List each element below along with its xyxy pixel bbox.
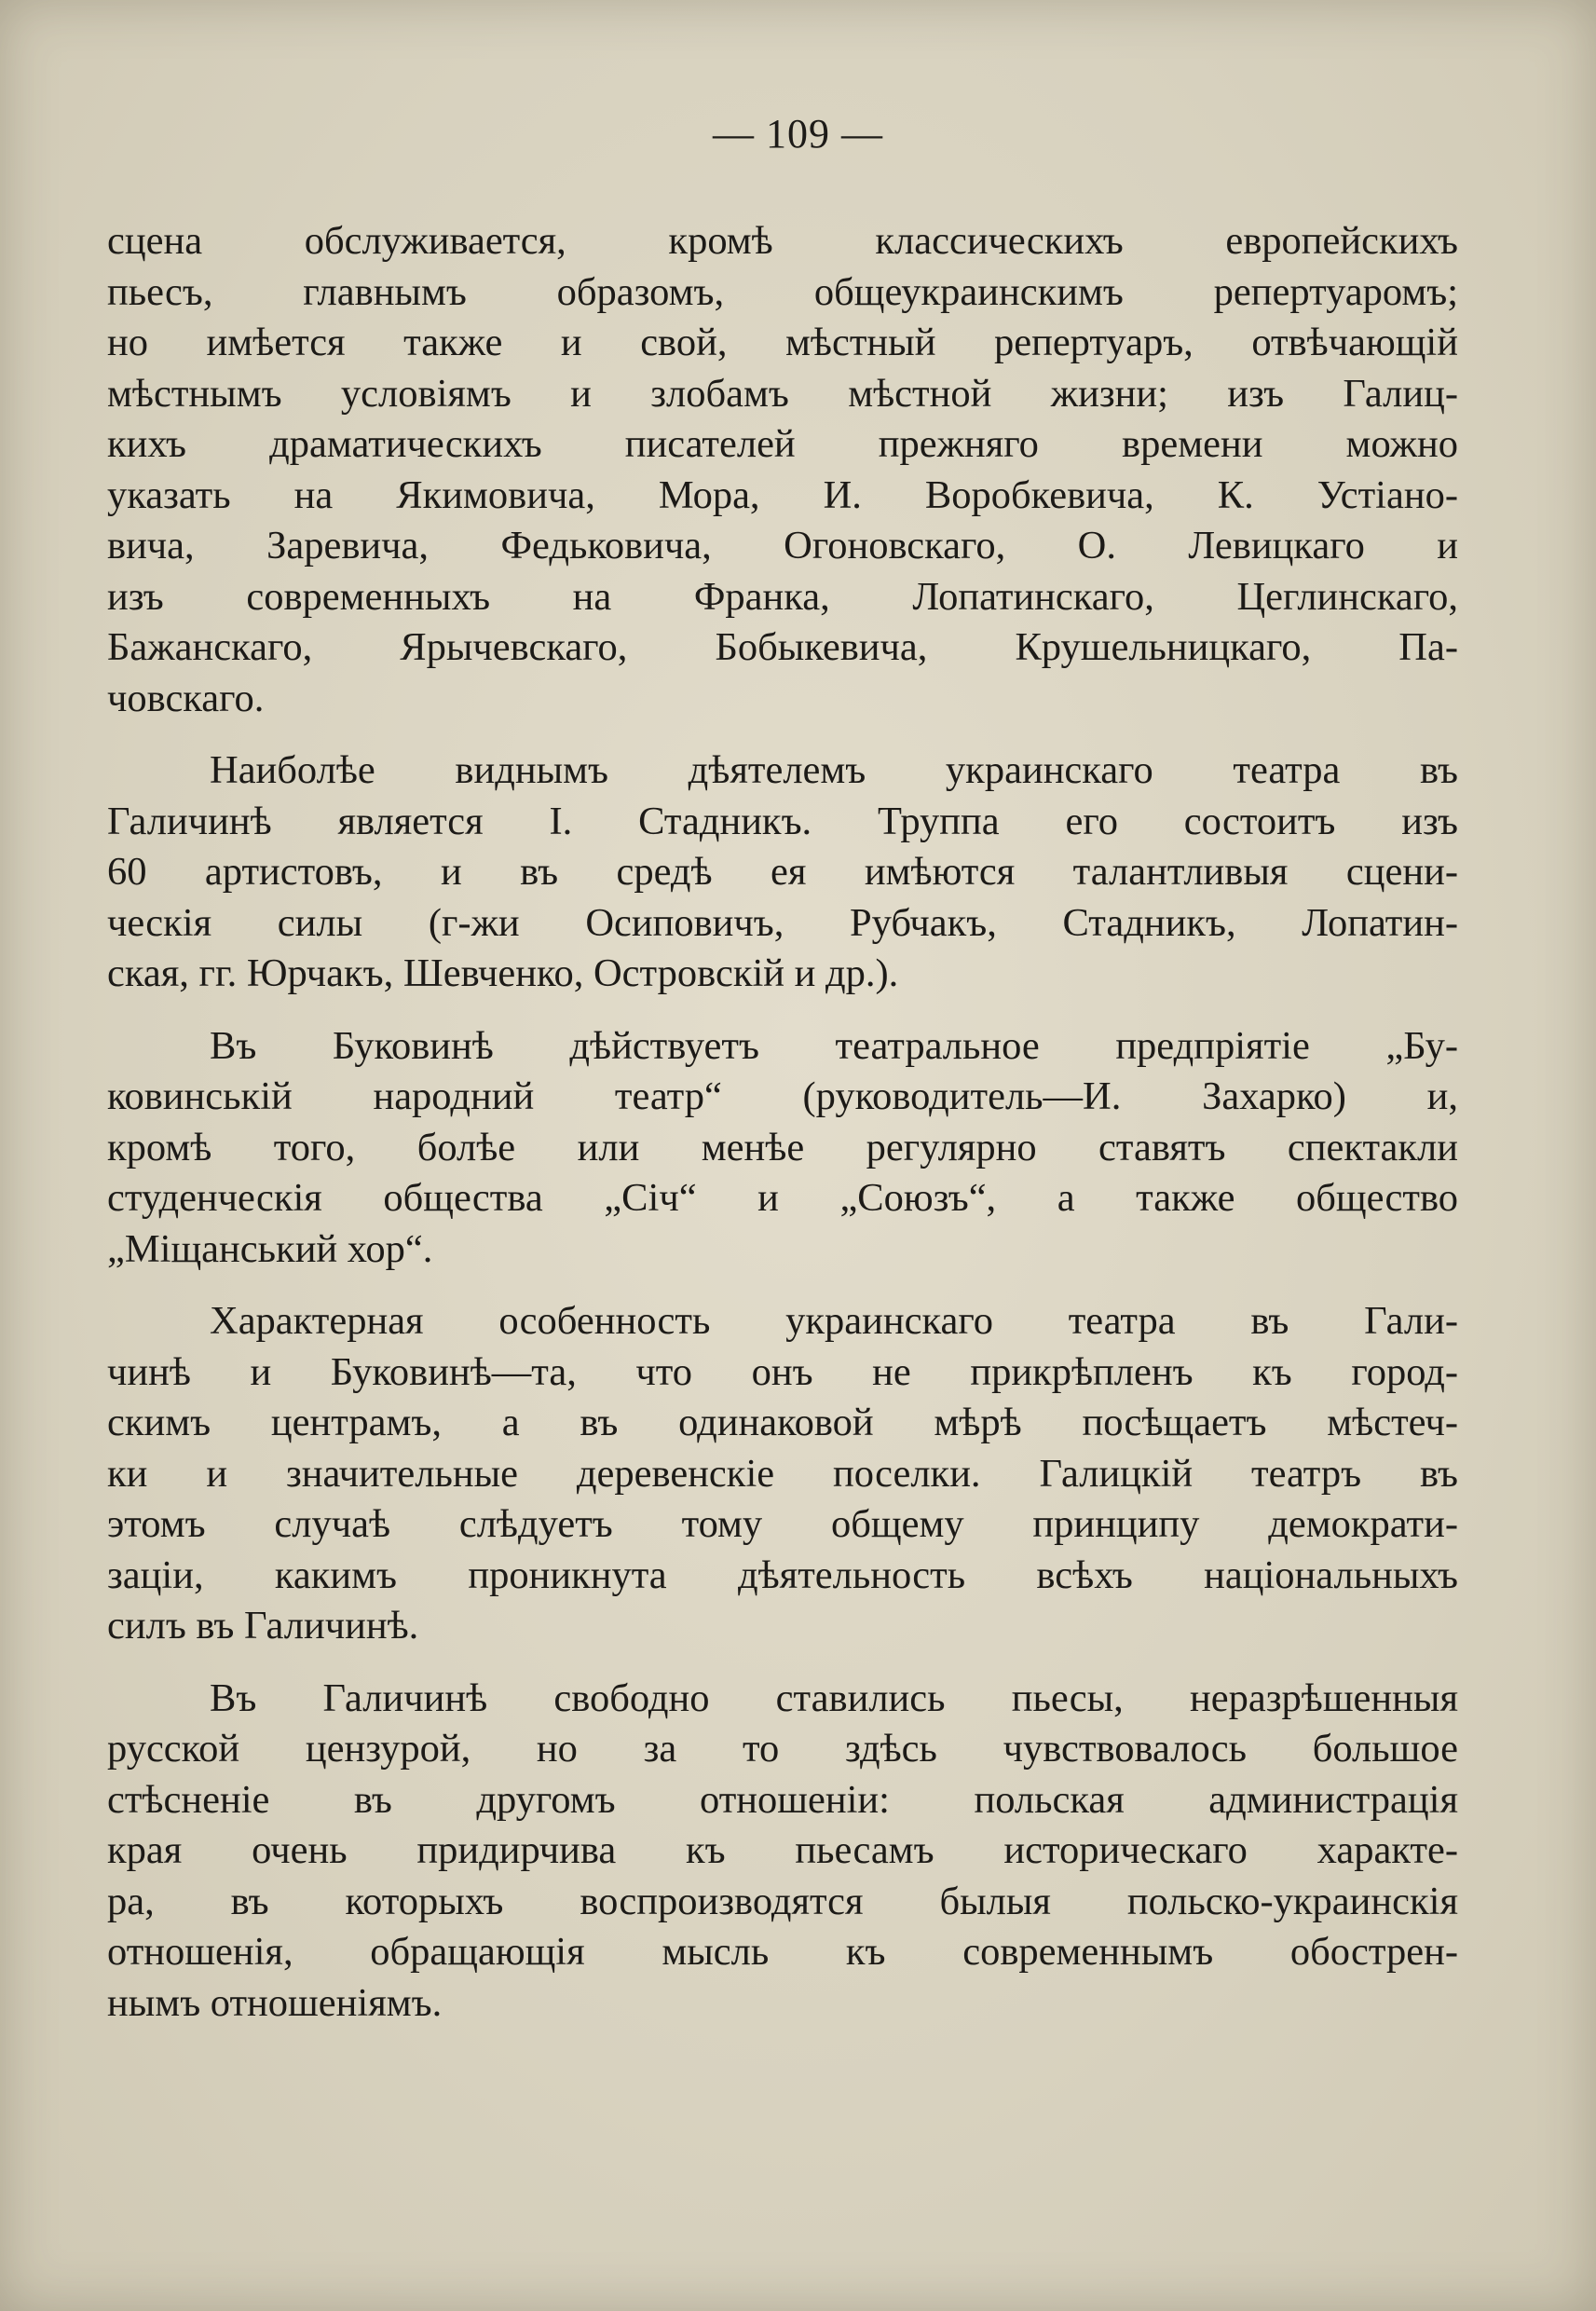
- text-line: Галичинѣ является І. Стадникъ. Труппа его состоитъ изъ: [107, 799, 1458, 843]
- text-line: Характерная особенность украинскаго театра въ Гали-: [210, 1299, 1458, 1343]
- text-line: изъ современныхъ на Франка, Лопатинскаго, Цеглинскаго,: [107, 574, 1458, 619]
- text-line: сцена обслуживается, кромѣ классическихъ европейскихъ: [107, 219, 1458, 263]
- text-line: мѣстнымъ условіямъ и злобамъ мѣстной жизни; изъ Галиц-: [107, 371, 1458, 416]
- paragraph-3: [107, 1021, 1458, 1276]
- text-line: силъ въ Галичинѣ.: [107, 1604, 419, 1648]
- text-line: „Міщанський хор“.: [107, 1226, 433, 1271]
- text-line: човскаго.: [107, 676, 265, 720]
- text-line: этомъ случаѣ слѣдуетъ тому общему принципу демократи-: [107, 1502, 1458, 1546]
- text-line: Въ Буковинѣ дѣйствуетъ театральное предпріятіе „Бу-: [210, 1023, 1458, 1068]
- text-line: ра, въ которыхъ воспроизводятся былыя польско-украинскія: [107, 1879, 1458, 1923]
- text-line: Въ Галичинѣ свободно ставились пьесы, неразрѣшенныя: [210, 1675, 1458, 1720]
- text-line: скимъ центрамъ, а въ одинаковой мѣрѣ посѣщаетъ мѣстеч-: [107, 1401, 1458, 1444]
- text-line: студенческія общества „Січ“ и „Союзъ“, а также общество: [107, 1176, 1458, 1220]
- text-line: 60 артистовъ, и въ средѣ ея имѣются талантливыя сцени-: [107, 850, 1458, 894]
- text-line: русской цензурой, но за то здѣсь чувствовалось большое: [107, 1727, 1458, 1771]
- paragraph-4: [107, 1296, 1458, 1652]
- text-line: Наиболѣе виднымъ дѣятелемъ украинскаго театра въ: [210, 748, 1458, 792]
- text-line: отношенія, обращающія мысль къ современнымъ обострен-: [107, 1930, 1458, 1974]
- paragraph-1: [107, 216, 1458, 724]
- text-line: вича, Заревича, Федьковича, Огоновскаго, О. Левицкаго и: [107, 524, 1458, 567]
- text-line: но имѣется также и свой, мѣстный репертуаръ, отвѣчающій: [107, 321, 1458, 364]
- text-line: ческія силы (г-жи Осиповичъ, Рубчакъ, Стадникъ, Лопатин-: [107, 900, 1458, 945]
- text-line: края очень придирчива къ пьесамъ историческаго характе-: [107, 1828, 1458, 1872]
- text-line: пьесъ, главнымъ образомъ, общеукраинскимъ репертуаромъ;: [107, 269, 1458, 314]
- text-line: ская, гг. Юрчакъ, Шевченко, Островскій и др.).: [107, 951, 899, 995]
- text-line: чинѣ и Буковинѣ—та, что онъ не прикрѣпленъ къ город-: [107, 1349, 1458, 1394]
- text-line: ки и значительные деревенскіе поселки. Галицкій театръ въ: [107, 1451, 1458, 1496]
- text-line: кромѣ того, болѣе или менѣе регулярно ставятъ спектакли: [107, 1125, 1458, 1169]
- text-line: нымъ отношеніямъ.: [107, 1980, 443, 2025]
- page-number: — 109 —: [713, 111, 883, 157]
- paragraph-2: [107, 745, 1458, 1000]
- text-line: указать на Якимовича, Мора, И. Воробкевича, К. Устіано-: [107, 472, 1458, 517]
- text-line: Бажанскаго, Ярычевскаго, Бобыкевича, Крушельницкаго, Па-: [107, 625, 1458, 669]
- text-line: заціи, какимъ проникнута дѣятельность всѣхъ національныхъ: [107, 1552, 1458, 1597]
- text-line: кихъ драматическихъ писателей прежняго времени можно: [107, 422, 1458, 466]
- paragraph-5: [107, 1674, 1458, 2030]
- page-text: [107, 216, 1458, 2050]
- text-line: стѣсненіе въ другомъ отношеніи: польская администрація: [107, 1777, 1458, 1822]
- text-line: ковинській народний театр“ (руководитель—И. Захарко) и,: [107, 1074, 1458, 1118]
